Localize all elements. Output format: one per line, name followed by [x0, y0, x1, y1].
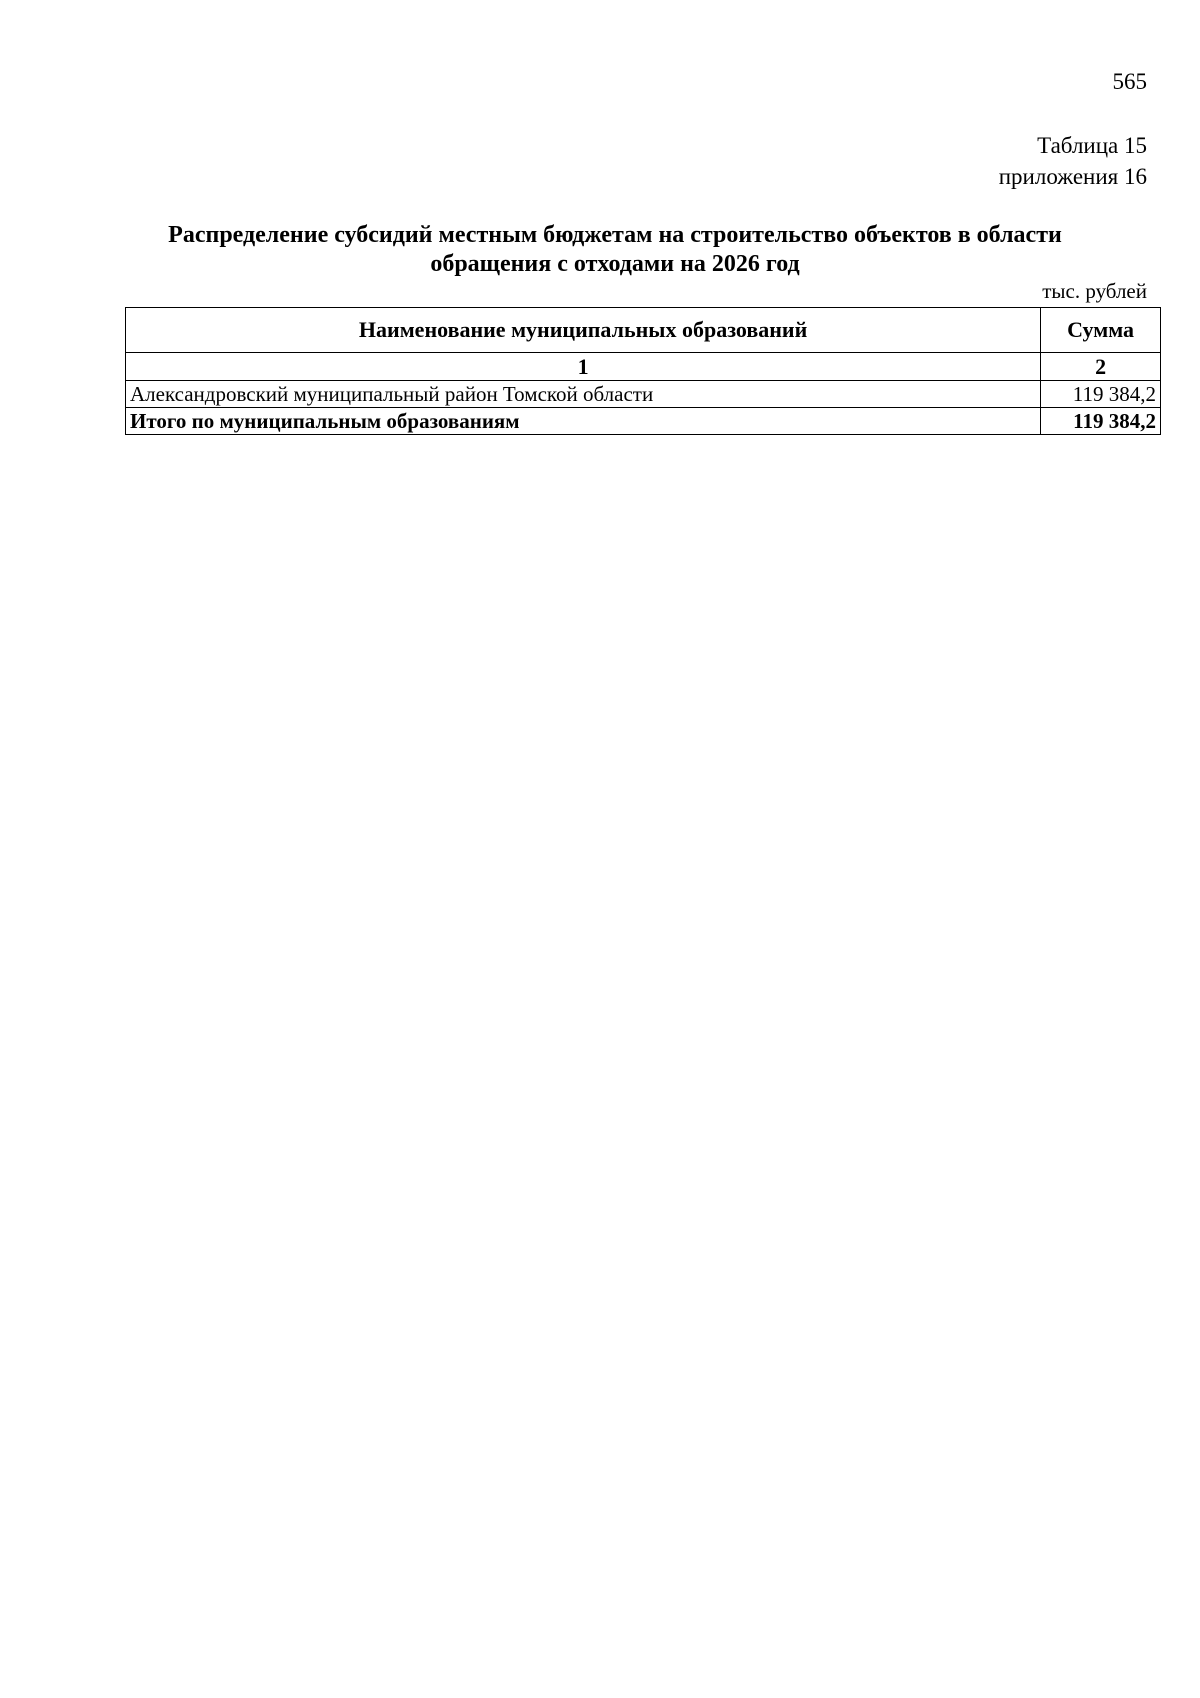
row-name: Александровский муниципальный район Томской области: [126, 381, 1041, 408]
total-row: [126, 408, 1161, 435]
column-number-row: [126, 353, 1161, 381]
table-reference: [999, 130, 1147, 192]
total-amount: 119 384,2: [1041, 408, 1161, 435]
total-name: Итого по муниципальным образованиям: [126, 408, 1041, 435]
column-number-1: 1: [126, 353, 1041, 381]
document-title-line-1: Распределение субсидий местным бюджетам на строительство объектов в области: [168, 222, 1062, 248]
subsidy-table: [125, 307, 1161, 435]
header-amount: Сумма: [1041, 308, 1161, 353]
table-header-row: [126, 308, 1161, 353]
page-number: 565: [1112, 69, 1147, 94]
document-title: [125, 221, 1105, 279]
column-number-2: 2: [1041, 353, 1161, 381]
header-name: Наименование муниципальных образований: [126, 308, 1041, 353]
units-label: тыс. рублей: [1042, 279, 1147, 303]
table-ref-line-2: приложения 16: [998, 164, 1147, 189]
table-row: [126, 381, 1161, 408]
table-ref-line-1: Таблица 15: [1037, 133, 1147, 158]
document-title-line-2: обращения с отходами на 2026 год: [430, 251, 800, 277]
row-amount: 119 384,2: [1041, 381, 1161, 408]
